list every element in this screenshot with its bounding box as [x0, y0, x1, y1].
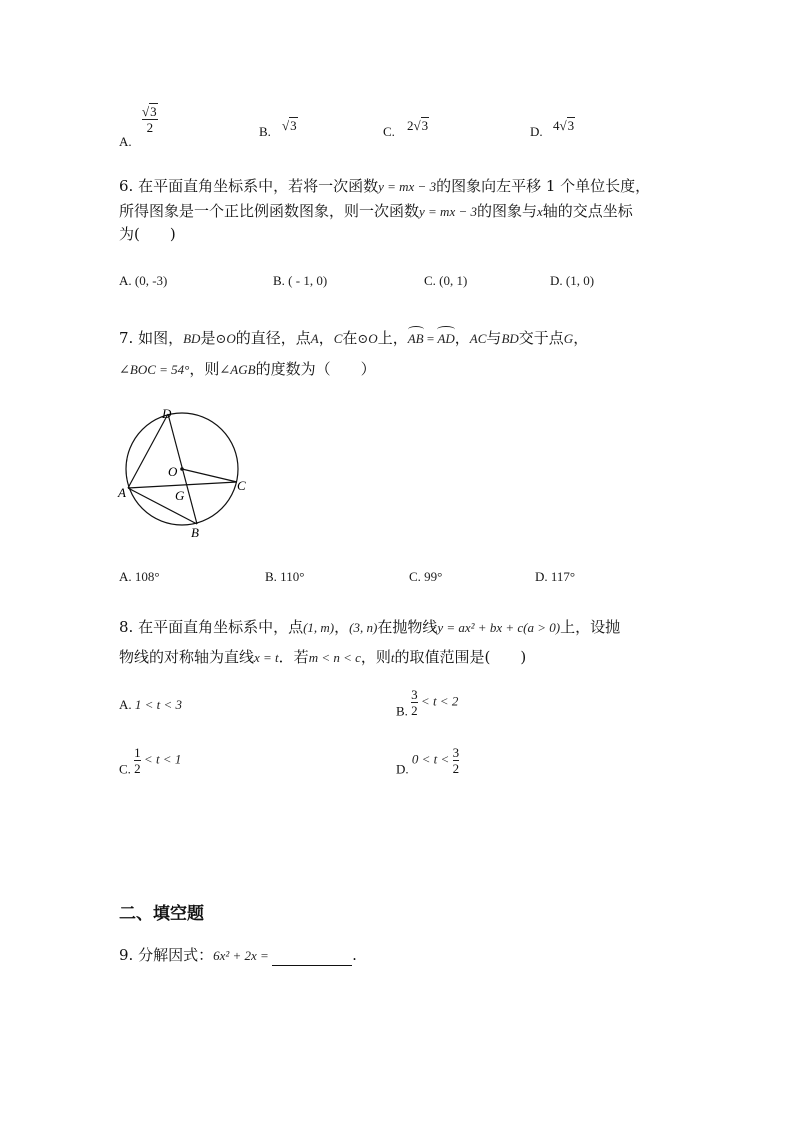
- center-point-o: [180, 467, 184, 471]
- q5-option-a-label: A.: [119, 134, 132, 149]
- label-d: D: [162, 406, 172, 421]
- q7-option-c: C. 99°: [409, 569, 443, 584]
- q5-option-b-value: √3: [282, 118, 297, 133]
- answer-blank[interactable]: [272, 951, 352, 966]
- q5-option-b-label: B.: [259, 124, 271, 139]
- q8-option-d: D. 0 < t < $\frac{3}{2}$: [396, 745, 460, 777]
- q7-option-d: D. 117°: [535, 569, 576, 584]
- q9-line: 9. 分解因式：6x² + 2x = .: [119, 946, 357, 964]
- section-title: 二、填空题: [119, 904, 204, 924]
- q7-line-1: 7. 如图，BD是⊙O的直径，点A，C在⊙O上，AB = AD，AC与BD交于点G，: [119, 329, 589, 347]
- q6-line-2: 所得图象是一个正比例函数图象，则一次函数y = mx − 3的图象与x轴的交点坐标: [119, 202, 633, 220]
- q6-option-d: D. (1, 0): [550, 273, 595, 288]
- q5-option-d-label: D.: [530, 124, 543, 139]
- label-a: A: [118, 485, 126, 500]
- q6-line-3: 为( ): [119, 225, 176, 243]
- q6-line-1: 6. 在平面直角坐标系中，若将一次函数y = mx − 3的图象向左平移 1 个单位长度，: [119, 177, 651, 195]
- q6-option-a: A. (0, -3): [119, 273, 168, 288]
- q6-option-c: C. (0, 1): [424, 273, 468, 288]
- label-o: O: [168, 464, 178, 479]
- q8-option-b: B. $\frac{3}{2}$ < t < 2: [396, 687, 459, 719]
- q6-option-b: B. ( - 1, 0): [273, 273, 328, 288]
- q5-option-a-value: $\frac{√3}{2}$: [142, 104, 157, 135]
- radius-oc: [182, 469, 237, 482]
- q5-option-c-value: 2√3: [407, 118, 429, 133]
- label-g: G: [175, 488, 185, 503]
- label-b: B: [191, 525, 199, 540]
- q7-line-2: ∠BOC = 54°，则∠AGB的度数为（ ）: [119, 360, 376, 378]
- chord-ab: [128, 488, 197, 524]
- q8-line-1: 8. 在平面直角坐标系中，点(1, m)，(3, n)在抛物线y = ax² + bx + c(a > 0)上，设抛: [119, 618, 621, 636]
- q8-line-2: 物线的对称轴为直线x = t．若m < n < c，则t的取值范围是( ): [119, 648, 527, 666]
- q7-option-b: B. 110°: [265, 569, 305, 584]
- q5-option-d-value: 4√3: [553, 118, 575, 133]
- q7-option-a: A. 108°: [119, 569, 160, 584]
- q5-option-c-label: C.: [383, 124, 395, 139]
- q7-circle-figure: [112, 400, 262, 545]
- q8-option-a: A. 1 < t < 3: [119, 697, 183, 712]
- q8-option-c: C. $\frac{1}{2}$ < t < 1: [119, 745, 182, 777]
- label-c: C: [237, 478, 246, 493]
